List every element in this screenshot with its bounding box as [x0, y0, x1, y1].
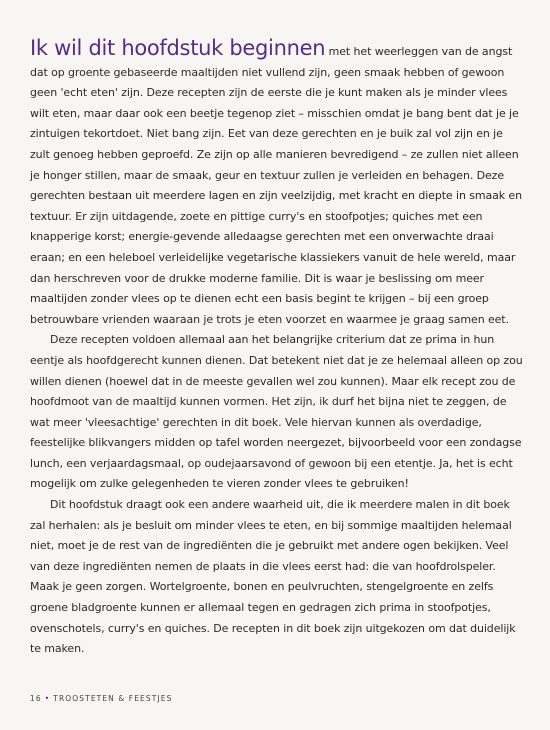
page-footer	[30, 694, 172, 703]
lead-phrase: Ik wil dit hoofdstuk beginnen	[30, 36, 326, 60]
footer-separator: •	[44, 694, 51, 703]
intro-paragraph-1	[30, 38, 524, 330]
intro-paragraph-2: Deze recepten voldoen allemaal aan het belangrijke criterium dat ze prima in hun eentje als hoofdgerecht kunnen dienen. Dat betekent niet dat je ze helemaal alleen op zou willen dienen (hoewel dat in de meeste gevallen wel zou kunnen). Maar elk recept zou de hoofdmoot van de maaltijd kunnen vormen. Het zijn, ik durf het bijna niet te zeggen, de wat meer 'vleesachtige' gerechten in dit boek. Vele hiervan kunnen als overdadige, feestelijke blikvangers midden op tafel worden neergezet, bijvoorbeeld voor een zondagse lunch, een verjaardagsmaal, op oudejaarsavond of gewoon bij een etentje. Ja, het is echt mogelijk om zulke gelegenheden te vieren zonder vlees te gebruiken!	[30, 333, 523, 491]
chapter-intro-text	[30, 38, 524, 660]
paragraph-text-1: met het weerleggen van de angst dat op groente gebaseerde maaltijden niet vullend zijn, geen smaak hebben of gewoon geen 'echt eten' zijn. Deze recepten zijn de eerste die je kunt maken als je minder vlees wilt eten, maar daar ook een beetje tegenop ziet – misschien omdat je bang bent dat je je zintuigen tekortdoet. Niet bang zijn. Eet van deze gerechten en je buik zal vol zijn en je zult genoeg hebben geproefd. Ze zijn op alle manieren bevredigend – ze zullen niet alleen je honger stillen, maar de smaak, geur en textuur zullen je verleiden en behagen. Deze gerechten bestaan uit meerdere lagen en zijn veelzijdig, met kracht en diepte in smaak en textuur. Er zijn uitdagende, zoete en pittige curry's en stoofpotjes; quiches met een knapperige korst; energie-gevende alledaagse gerechten met een onverwachte draai eraan; en een heleboel verleidelijke vegetarische klassiekers vanuit de hele wereld, maar dan herschreven voor de drukke moderne familie. Dit is waar je beslissing om meer maaltijden zonder vlees op te dienen echt een basis begint te krijgen – bij een groep betrouwbare vrienden waaraan je trots je eten voorzet en waarmee je graag samen eet.	[30, 45, 522, 326]
running-section-title: TROOSTETEN & FEESTJES	[53, 694, 173, 703]
page-number: 16	[30, 694, 42, 703]
intro-paragraph-3: Dit hoofdstuk draagt ook een andere waarheid uit, die ik meerdere malen in dit boek zal herhalen: als je besluit om minder vlees te eten, en bij sommige maaltijden helemaal niet, moet je de rest van de ingrediënten die je gebruikt met andere ogen bekijken. Veel van deze ingrediënten nemen de plaats in die vlees eerst had: die van hoofdrolspeler. Maak je geen zorgen. Wortelgroente, bonen en peulvruchten, stengelgroente en zelfs groene bladgroente kunnen er allemaal tegen en gedragen zich prima in stoofpotjes, ovenschotels, curry's en quiches. De recepten in dit boek zijn uitgekozen om dat duidelijk te maken.	[30, 498, 516, 656]
